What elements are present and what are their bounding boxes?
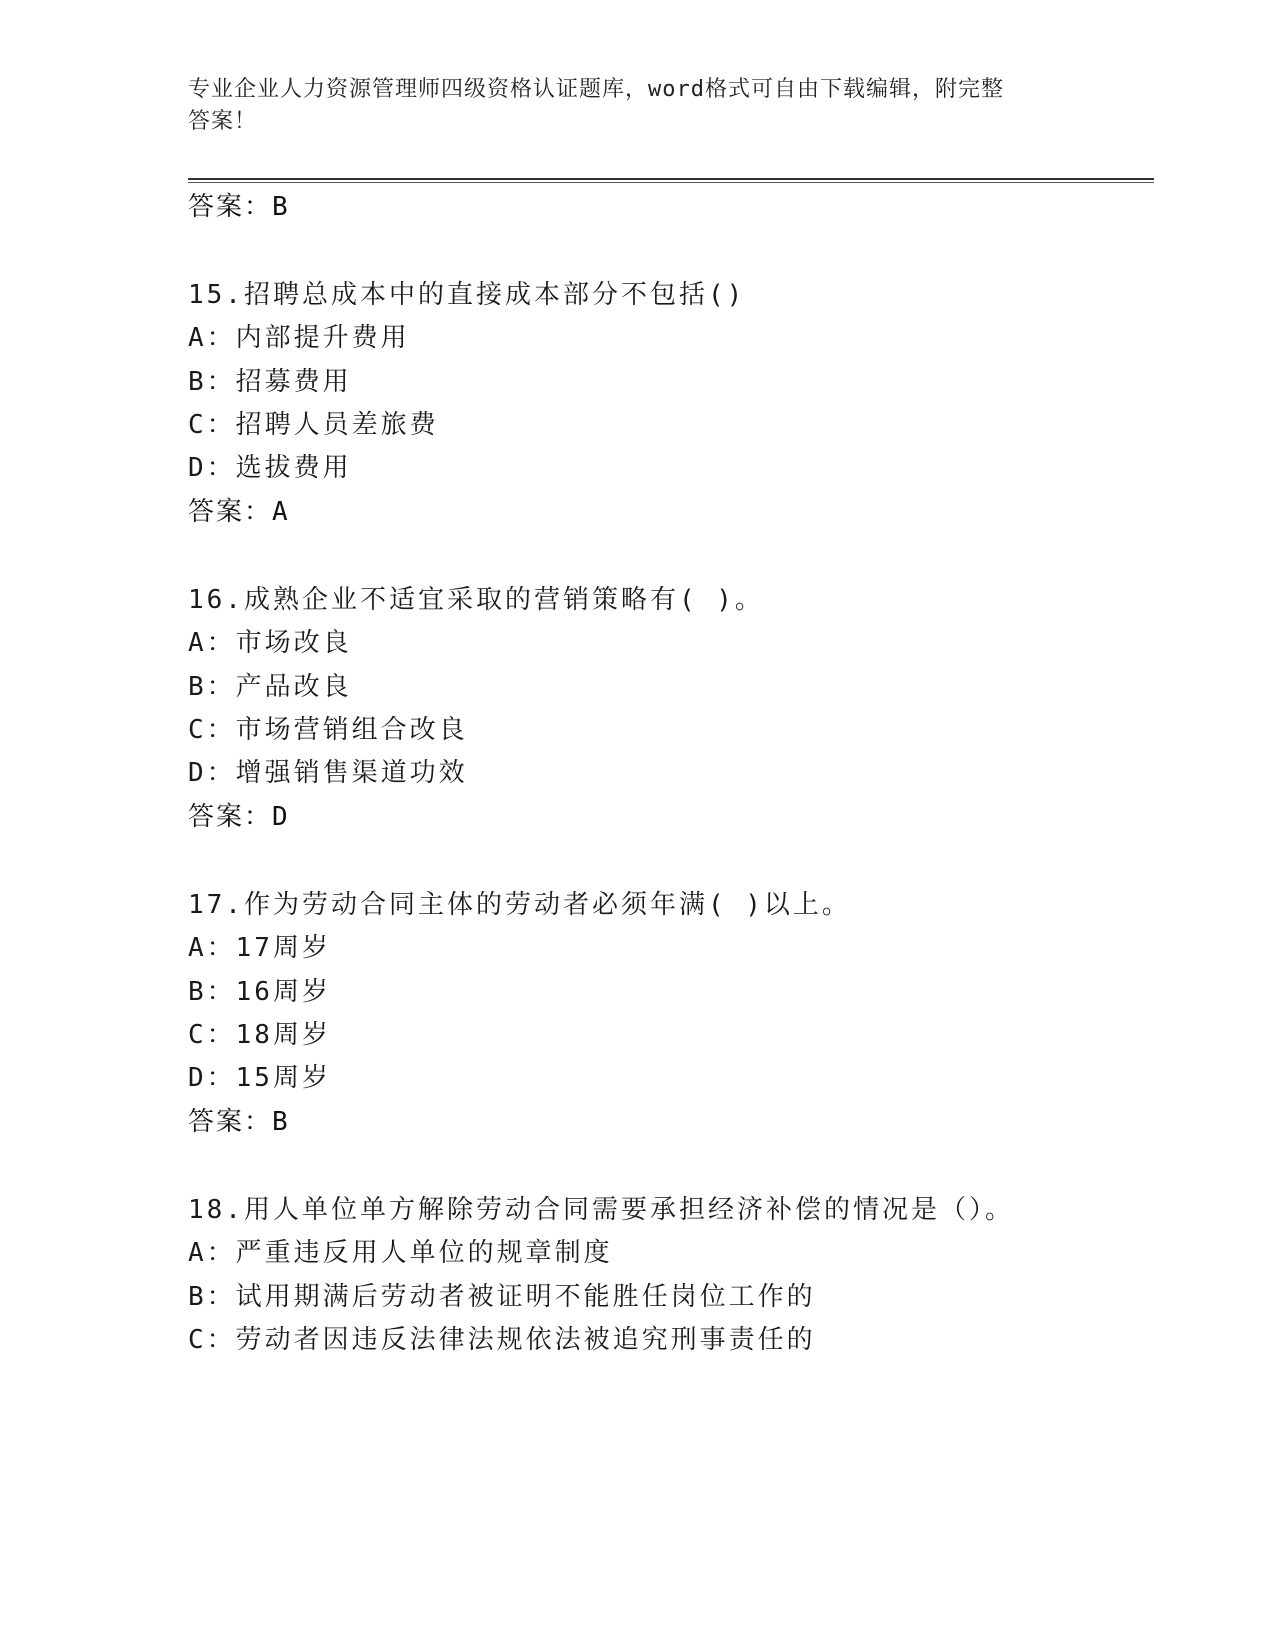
- question-16-option-c: C：市场营销组合改良: [188, 715, 468, 745]
- question-15-stem: 15.招聘总成本中的直接成本部分不包括(): [188, 280, 746, 310]
- question-18-option-c: C：劳动者因违反法律法规依法被追究刑事责任的: [188, 1325, 816, 1355]
- question-18-stem: 18.用人单位单方解除劳动合同需要承担经济补偿的情况是（）。: [188, 1195, 1014, 1225]
- question-18-option-b: B：试用期满后劳动者被证明不能胜任岗位工作的: [188, 1282, 816, 1312]
- question-16-option-b: B：产品改良: [188, 672, 352, 702]
- answer-label: 答案：: [188, 802, 273, 832]
- question-15-option-d: D：选拔费用: [188, 453, 352, 483]
- answer-label: 答案：: [188, 497, 273, 527]
- question-16-answer: [188, 800, 290, 834]
- question-16-option-d: D：增强销售渠道功效: [188, 758, 468, 788]
- question-17-stem: 17.作为劳动合同主体的劳动者必须年满( )以上。: [188, 890, 851, 920]
- answer-value: D: [272, 802, 290, 832]
- answer-label: 答案：: [188, 192, 273, 222]
- header-divider-thick: [188, 178, 1154, 180]
- question-15-option-a: A：内部提升费用: [188, 323, 410, 353]
- header-note-line-1: 专业企业人力资源管理师四级资格认证题库，word格式可自由下载编辑，附完整: [188, 77, 1004, 102]
- question-18-option-a: A：严重违反用人单位的规章制度: [188, 1238, 613, 1268]
- header-note-line-2: 答案！: [188, 109, 258, 134]
- answer-value: B: [272, 1107, 290, 1137]
- answer-value: A: [272, 497, 290, 527]
- question-16-stem: 16.成熟企业不适宜采取的营销策略有( )。: [188, 585, 764, 615]
- header-divider-thin: [188, 182, 1154, 183]
- question-16-option-a: A：市场改良: [188, 628, 352, 658]
- question-15-option-b: B：招募费用: [188, 367, 352, 397]
- question-15-option-c: C：招聘人员差旅费: [188, 410, 439, 440]
- question-15-answer: [188, 495, 290, 529]
- question-17-option-b: B：16周岁: [188, 977, 331, 1007]
- question-17-option-d: D：15周岁: [188, 1063, 331, 1093]
- header-note: [188, 74, 1068, 138]
- answer-label: 答案：: [188, 1107, 273, 1137]
- question-17-option-c: C：18周岁: [188, 1020, 331, 1050]
- answer-value: B: [272, 192, 290, 222]
- question-17-option-a: A：17周岁: [188, 933, 331, 963]
- answer-line-prev: [188, 190, 290, 224]
- question-17-answer: [188, 1105, 290, 1139]
